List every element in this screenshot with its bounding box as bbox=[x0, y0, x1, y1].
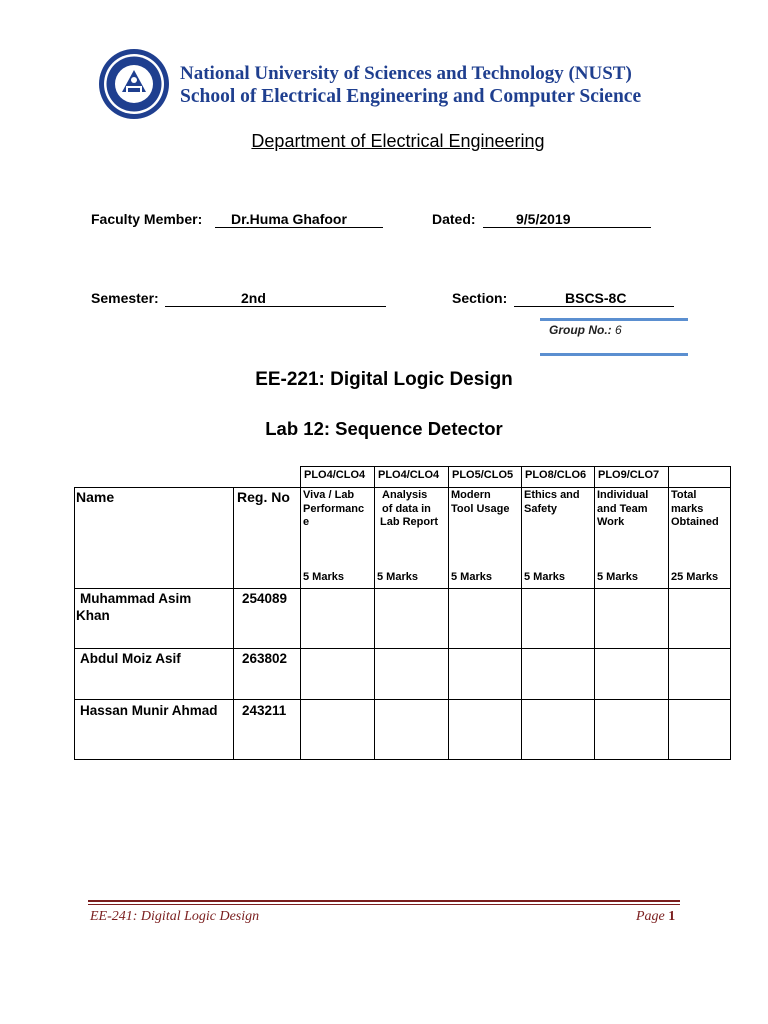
footer-rule-thin bbox=[88, 904, 680, 905]
marks-4: 5 Marks bbox=[524, 571, 565, 583]
department-title: Department of Electrical Engineering bbox=[251, 131, 545, 151]
table-row-reg: 263802 bbox=[242, 651, 288, 666]
group-label: Group No.: bbox=[549, 323, 612, 337]
plo-header-1: PLO4/CLO4 bbox=[304, 469, 366, 481]
nust-logo-icon bbox=[98, 48, 170, 120]
marks-1: 5 Marks bbox=[303, 571, 344, 583]
lab-title: Lab 12: Sequence Detector bbox=[265, 418, 503, 439]
plo-header-5: PLO9/CLO7 bbox=[598, 469, 660, 481]
table-row-name: Abdul Moiz Asif bbox=[80, 651, 181, 666]
university-name: National University of Sciences and Technology (NUST) bbox=[180, 63, 632, 84]
reg-header: Reg. No bbox=[237, 489, 290, 505]
table-row-reg: 254089 bbox=[242, 591, 288, 606]
group-number bbox=[549, 323, 622, 337]
criterion-1: Viva / Lab Performanc e bbox=[303, 489, 365, 528]
table-row-reg: 243211 bbox=[242, 703, 287, 718]
criterion-4: Ethics and Safety bbox=[524, 489, 580, 515]
dated-value: 9/5/2019 bbox=[483, 211, 651, 228]
section-label: Section: bbox=[452, 290, 508, 306]
marks-5: 5 Marks bbox=[597, 571, 638, 583]
faculty-value: Dr.Huma Ghafoor bbox=[215, 211, 383, 228]
course-title: EE-221: Digital Logic Design bbox=[255, 369, 513, 390]
faculty-label: Faculty Member: bbox=[91, 211, 203, 227]
plo-header-2: PLO4/CLO4 bbox=[378, 469, 440, 481]
plo-header-4: PLO8/CLO6 bbox=[525, 469, 587, 481]
name-header: Name bbox=[76, 489, 115, 505]
footer-rule bbox=[88, 900, 680, 902]
footer-page: Page 1 bbox=[636, 909, 676, 924]
section-value: BSCS-8C bbox=[514, 290, 674, 307]
group-value: 6 bbox=[615, 323, 622, 337]
dated-label: Dated: bbox=[432, 211, 476, 227]
school-name: School of Electrical Engineering and Computer Science bbox=[180, 86, 642, 107]
marks-3: 5 Marks bbox=[451, 571, 492, 583]
group-top-rule bbox=[540, 318, 688, 321]
criterion-6: Total marks Obtained bbox=[671, 489, 719, 528]
semester-value: 2nd bbox=[165, 290, 386, 307]
marks-6: 25 Marks bbox=[671, 571, 719, 583]
criterion-3: Modern Tool Usage bbox=[451, 489, 510, 515]
criterion-5: Individual and Team Work bbox=[597, 489, 649, 528]
marks-2: 5 Marks bbox=[377, 571, 418, 583]
footer-course: EE-241: Digital Logic Design bbox=[90, 909, 260, 924]
table-row-name: Hassan Munir Ahmad bbox=[80, 703, 218, 718]
plo-header-3: PLO5/CLO5 bbox=[452, 469, 514, 481]
group-bottom-rule bbox=[540, 353, 688, 356]
criterion-2: Analysis of data in Lab Report bbox=[380, 489, 439, 528]
semester-label: Semester: bbox=[91, 290, 159, 306]
table-row-name: Muhammad Asim Khan bbox=[76, 591, 192, 623]
